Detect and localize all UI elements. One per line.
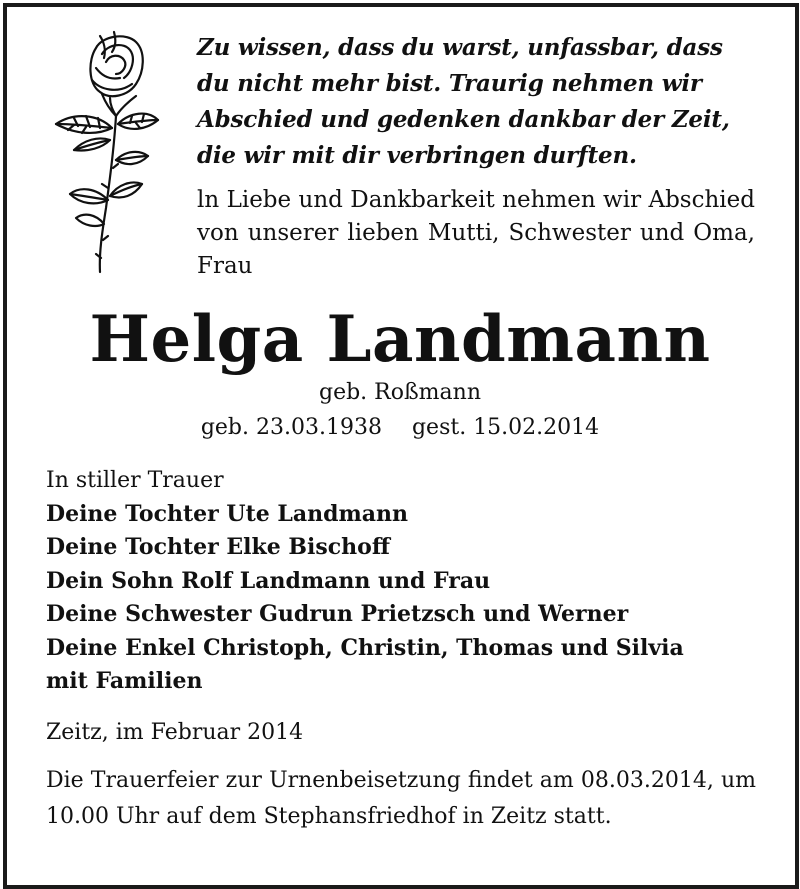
death-date: gest. 15.02.2014: [411, 415, 600, 440]
birth-date: geb. 23.03.1938: [200, 415, 382, 440]
mourning-intro: In stiller Trauer: [46, 468, 224, 493]
intro-text: ln Liebe und Dankbarkeit nehmen wir Abschied von unserer lieben Mutti, Schwester und Oma, Frau: [197, 187, 755, 279]
quote-line: Zu wissen, dass du warst, unfassbar, dass: [197, 34, 723, 61]
mourner-line: Deine Tochter Elke Bischoff: [46, 534, 390, 560]
place-date: Zeitz, im Februar 2014: [46, 720, 304, 745]
mourner-line: Deine Schwester Gudrun Prietzsch und Werner: [46, 601, 629, 627]
quote-line: du nicht mehr bist. Traurig nehmen wir: [197, 70, 702, 97]
quote-line: Abschied und gedenken dankbar der Zeit,: [197, 106, 730, 133]
mourner-line: Deine Enkel Christoph, Christin, Thomas und Silvia: [46, 634, 684, 661]
rose-icon: [44, 28, 164, 278]
life-dates: [0, 412, 800, 444]
ceremony-notice: Die Trauerfeier zur Urnenbeisetzung findet am 08.03.2014, um 10.00 Uhr auf dem Stephansfriedhof in Zeitz statt.: [46, 768, 756, 829]
mourner-line: Dein Sohn Rolf Landmann und Frau: [46, 567, 491, 594]
mourners-block: [46, 464, 756, 699]
quote-line: die wir mit dir verbringen durften.: [197, 142, 637, 169]
birth-name: geb. Roßmann: [319, 380, 481, 405]
mourner-line: mit Familien: [46, 668, 203, 694]
mourner-line: Deine Tochter Ute Landmann: [46, 500, 409, 527]
deceased-name: Helga Landmann: [89, 302, 711, 377]
quote-block: [197, 30, 757, 174]
